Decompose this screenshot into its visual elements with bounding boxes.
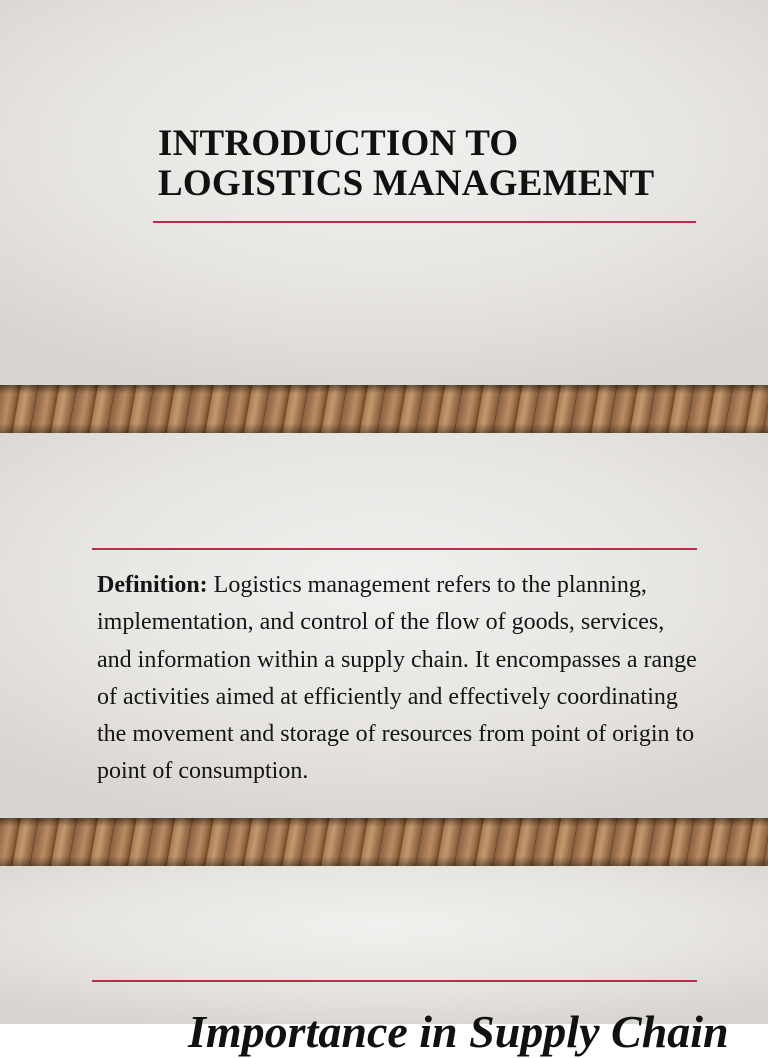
- accent-rule: [92, 548, 697, 550]
- wood-floor-divider: [0, 385, 768, 433]
- slide-title: [158, 124, 718, 204]
- title-line-1: INTRODUCTION TO: [158, 123, 519, 164]
- slide-heading: Importance in Supply Chain: [188, 1006, 729, 1057]
- accent-rule: [92, 980, 697, 982]
- slide-2[interactable]: [0, 433, 768, 818]
- title-underline: [153, 221, 696, 223]
- definition-paragraph: [97, 567, 702, 791]
- slide-3[interactable]: [0, 866, 768, 1057]
- definition-label: Definition:: [97, 572, 208, 598]
- definition-text: Logistics management refers to the planning, implementation, and control of the flow of goods, services, and information within a supply chain. It encompasses a range of activities aimed at efficiently and effectively coordinating the movement and storage of resources from point of origin to point of consumption.: [97, 572, 697, 785]
- slide-1[interactable]: [0, 0, 768, 385]
- wood-floor-divider: [0, 818, 768, 866]
- title-line-2: LOGISTICS MANAGEMENT: [158, 163, 655, 204]
